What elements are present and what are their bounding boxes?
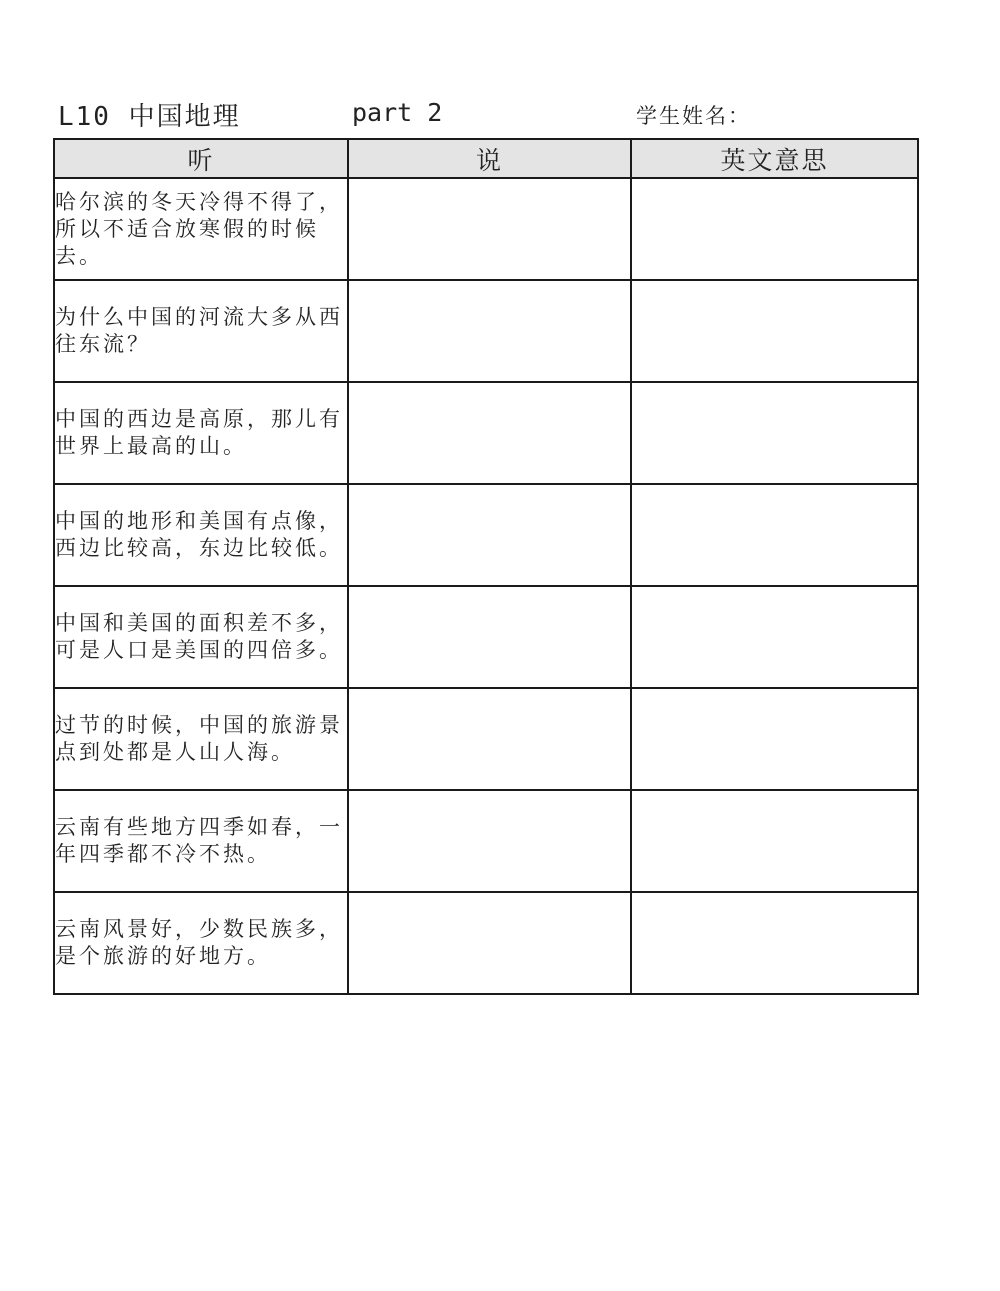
listen-cell: 为什么中国的河流大多从西往东流？	[54, 280, 348, 382]
part-label: part 2	[352, 98, 443, 127]
speak-cell[interactable]	[348, 586, 631, 688]
listen-cell: 云南有些地方四季如春，一年四季都不冷不热。	[54, 790, 348, 892]
speak-cell[interactable]	[348, 382, 631, 484]
listen-cell: 中国的西边是高原，那儿有世界上最高的山。	[54, 382, 348, 484]
table-header-row	[54, 139, 918, 178]
english-meaning-cell[interactable]	[631, 892, 918, 994]
table-row	[54, 280, 918, 382]
table-row	[54, 178, 918, 280]
speak-cell[interactable]	[348, 688, 631, 790]
listen-cell: 中国的地形和美国有点像，西边比较高，东边比较低。	[54, 484, 348, 586]
table-row	[54, 790, 918, 892]
speak-cell[interactable]	[348, 484, 631, 586]
speak-cell[interactable]	[348, 790, 631, 892]
student-name-label: 学生姓名：	[636, 104, 751, 128]
english-meaning-cell[interactable]	[631, 382, 918, 484]
english-meaning-cell[interactable]	[631, 688, 918, 790]
worksheet-table	[53, 138, 919, 995]
worksheet-header	[0, 96, 1000, 136]
english-meaning-cell[interactable]	[631, 280, 918, 382]
listen-cell: 云南风景好，少数民族多，是个旅游的好地方。	[54, 892, 348, 994]
speak-cell[interactable]	[348, 178, 631, 280]
speak-cell[interactable]	[348, 280, 631, 382]
listen-cell: 哈尔滨的冬天冷得不得了，所以不适合放寒假的时候去。	[54, 178, 348, 280]
speak-cell[interactable]	[348, 892, 631, 994]
table-row	[54, 688, 918, 790]
column-header-english-meaning: 英文意思	[631, 139, 918, 178]
english-meaning-cell[interactable]	[631, 586, 918, 688]
table-row	[54, 484, 918, 586]
lesson-title: L10 中国地理	[58, 102, 241, 132]
table-row	[54, 892, 918, 994]
english-meaning-cell[interactable]	[631, 178, 918, 280]
listen-cell: 中国和美国的面积差不多，可是人口是美国的四倍多。	[54, 586, 348, 688]
english-meaning-cell[interactable]	[631, 790, 918, 892]
table-row	[54, 586, 918, 688]
column-header-listen: 听	[54, 139, 348, 178]
column-header-speak: 说	[348, 139, 631, 178]
listen-cell: 过节的时候，中国的旅游景点到处都是人山人海。	[54, 688, 348, 790]
english-meaning-cell[interactable]	[631, 484, 918, 586]
table-row	[54, 382, 918, 484]
